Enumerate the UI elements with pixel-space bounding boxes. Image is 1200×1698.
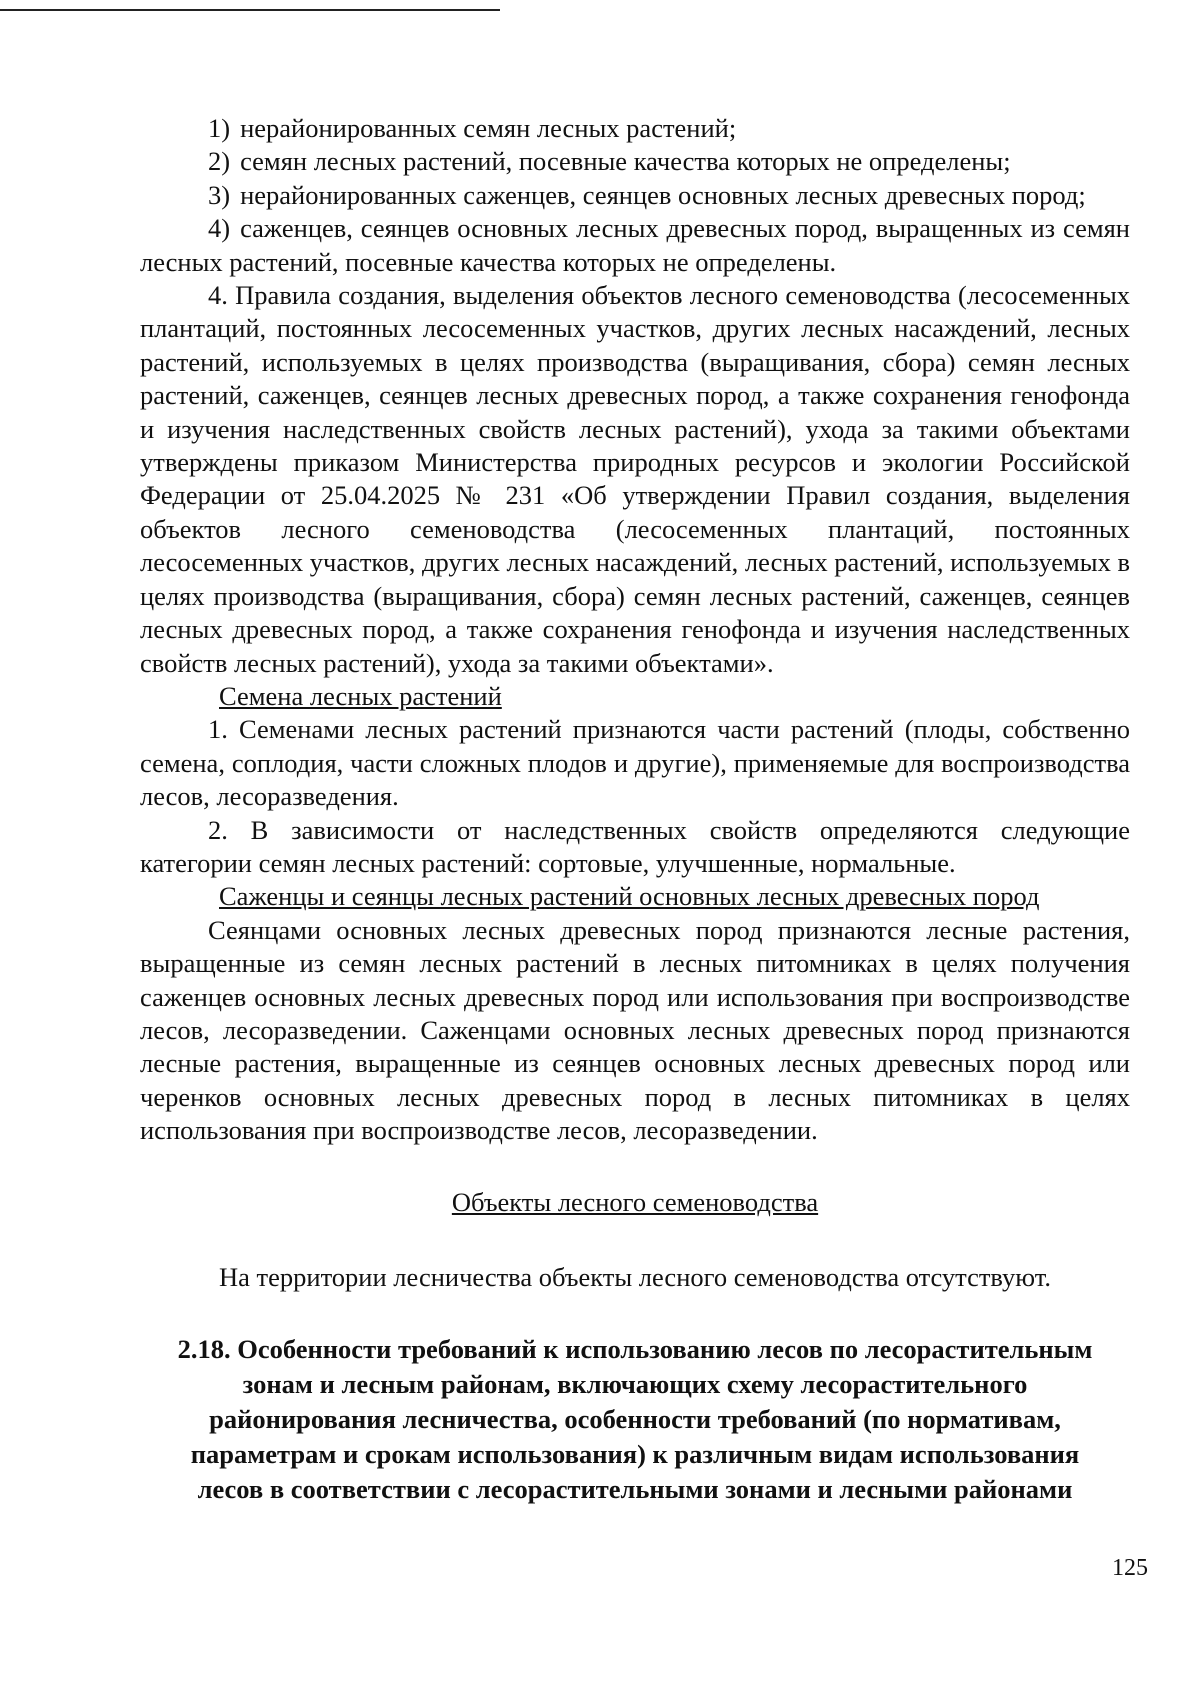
seeds-paragraph-2: 2. В зависимости от наследственных свойств определяются следующие категории семян лесных растений: сортовые, улучшенные, нормальные. [140,814,1130,878]
list-item: 4) саженцев, сеянцев основных лесных древесных пород, выращенных из семян лесных растений, посевные качества которых не определены. [140,213,1130,277]
objects-heading: Объекты лесного семеноводства [451,1186,819,1217]
section-heading-line: параметрам и срокам использования) к различным видам использования [190,1439,1080,1470]
section-heading-line: районирования лесничества, особенности требований (по нормативам, [209,1404,1061,1435]
top-rule-line [0,9,500,11]
section-2-18-heading [140,1332,1130,1507]
list-item: 3) нерайонированных саженцев, сеянцев основных лесных древесных пород; [208,179,1086,210]
list-item: 1) нерайонированных семян лесных растений; [208,113,737,143]
list-item: 2) семян лесных растений, посевные качества которых не определены; [208,146,1011,177]
seeds-paragraph-1: 1. Семенами лесных растений признаются части растений (плоды, собственно семена, соплодия, части сложных плодов и другие), применяемые для воспроизводства лесов, лесоразведения. [140,714,1130,812]
seedlings-heading: Саженцы и сеянцы лесных растений основных лесных древесных пород [219,881,1040,912]
seeds-heading: Семена лесных растений [219,680,502,711]
objects-note: На территории лесничества объекты лесного семеноводства отсутствуют. [219,1262,1051,1292]
seedlings-paragraph: Сеянцами основных лесных древесных пород признаются лесные растения, выращенные из семян лесных растений в лесных питомниках в целях получения саженцев основных лесных древесных пород или использования при воспроизводстве лесов, лесоразведении. Саженцами основных лесных древесных пород признаются лесные растения, выращенные из сеянцев основных лесных древесных пород или черенков основных лесных древесных пород в лесных питомниках в целях использования при воспроизводстве лесов, лесоразведении. [140,914,1130,1146]
document-page [140,112,1130,1507]
section-heading-line: 2.18. Особенности требований к использованию лесов по лесорастительным [177,1334,1093,1365]
rules-paragraph: 4. Правила создания, выделения объектов лесного семеноводства (лесосеменных плантаций, постоянных лесосеменных участков, других лесных насаждений, лесных растений, используемых в целях производства (выращивания, сбора) семян лесных растений, саженцев, сеянцев лесных древесных пород, а также сохранения генофонда и изучения наследственных свойств лесных растений), ухода за такими объектами утверждены приказом Министерства природных ресурсов и экологии Российской Федерации от 25.04.2025 № 231 «Об утверждении Правил создания, выделения объектов лесного семеноводства (лесосеменных плантаций, постоянных лесосеменных участков, других лесных насаждений, лесных растений, используемых в целях производства (выращивания, сбора) семян лесных растений, саженцев, сеянцев лесных древесных пород, а также сохранения генофонда и изучения наследственных свойств лесных растений), ухода за такими объектами». [140,280,1130,678]
section-heading-line: зонам и лесным районам, включающих схему лесорастительного [242,1369,1028,1400]
section-heading-line: лесов в соответствии с лесорастительными зонами и лесными районами [197,1474,1073,1505]
page-number: 125 [1112,1555,1148,1581]
